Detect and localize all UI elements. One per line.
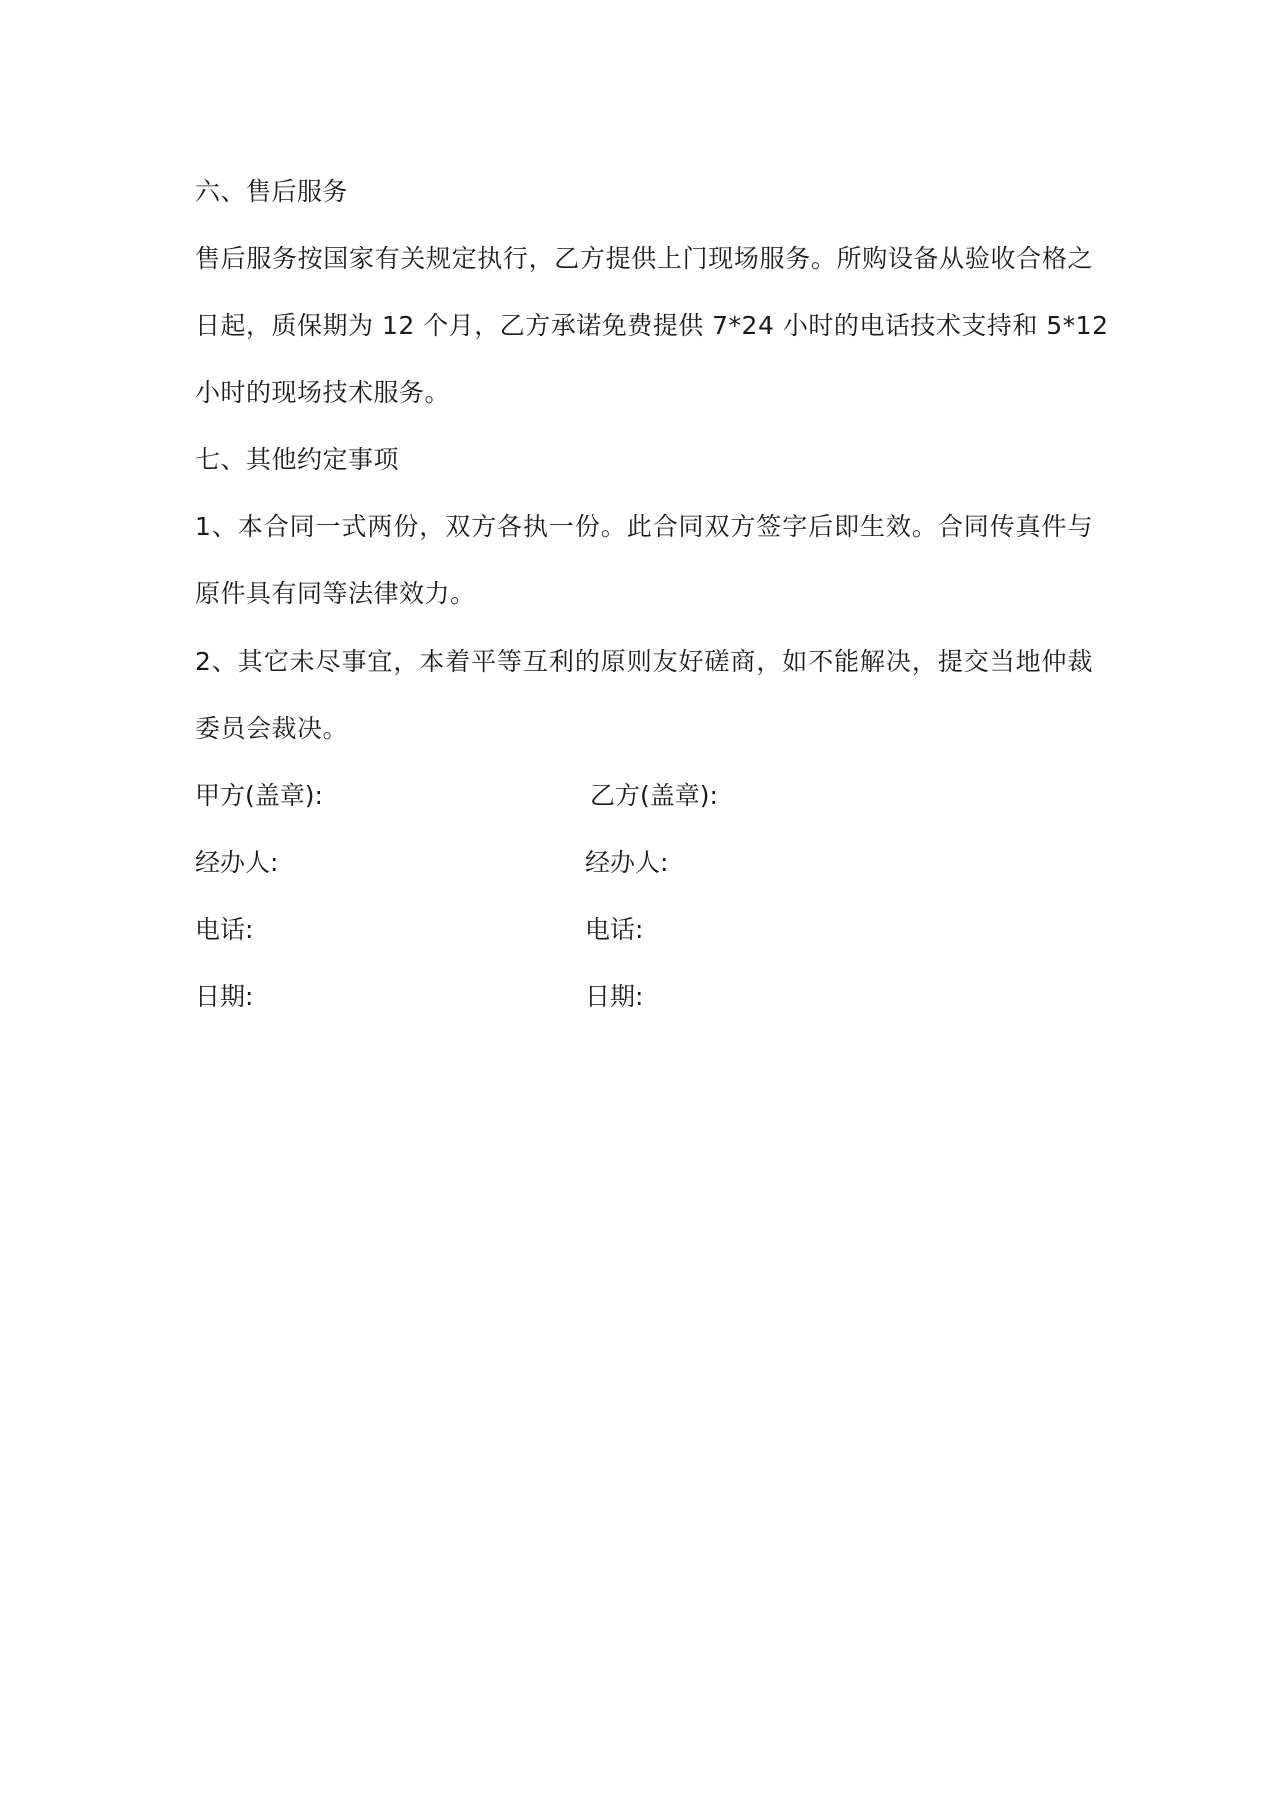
party-b-date-label: 日期: — [585, 982, 644, 1011]
section-6-heading: 六、售后服务 — [195, 177, 349, 206]
party-a-seal-label: 甲方(盖章): — [195, 781, 323, 810]
section-7-item-1-line-1: 1、本合同一式两份，双方各执一份。此合同双方签字后即生效。合同传真件与 — [195, 512, 1093, 541]
section-7-item-2-line-2: 委员会裁决。 — [195, 714, 349, 743]
party-b-phone-label: 电话: — [585, 915, 644, 944]
section-7-item-2-line-1: 2、其它未尽事宜，本着平等互利的原则友好磋商，如不能解决，提交当地仲裁 — [195, 647, 1093, 676]
section-7-item-1-line-2: 原件具有同等法律效力。 — [195, 579, 476, 608]
party-b-agent-label: 经办人: — [585, 848, 669, 877]
party-a-agent-label: 经办人: — [195, 848, 279, 877]
section-6-line-3: 小时的现场技术服务。 — [195, 378, 451, 407]
section-6-line-2: 日起，质保期为 12 个月，乙方承诺免费提供 7*24 小时的电话技术支持和 5*12 — [195, 311, 1109, 340]
party-a-phone-label: 电话: — [195, 915, 254, 944]
party-a-date-label: 日期: — [195, 982, 254, 1011]
section-7-heading: 七、其他约定事项 — [195, 445, 400, 474]
party-b-seal-label: 乙方(盖章): — [590, 781, 718, 810]
section-6-line-1: 售后服务按国家有关规定执行，乙方提供上门现场服务。所购设备从验收合格之 — [195, 244, 1093, 273]
